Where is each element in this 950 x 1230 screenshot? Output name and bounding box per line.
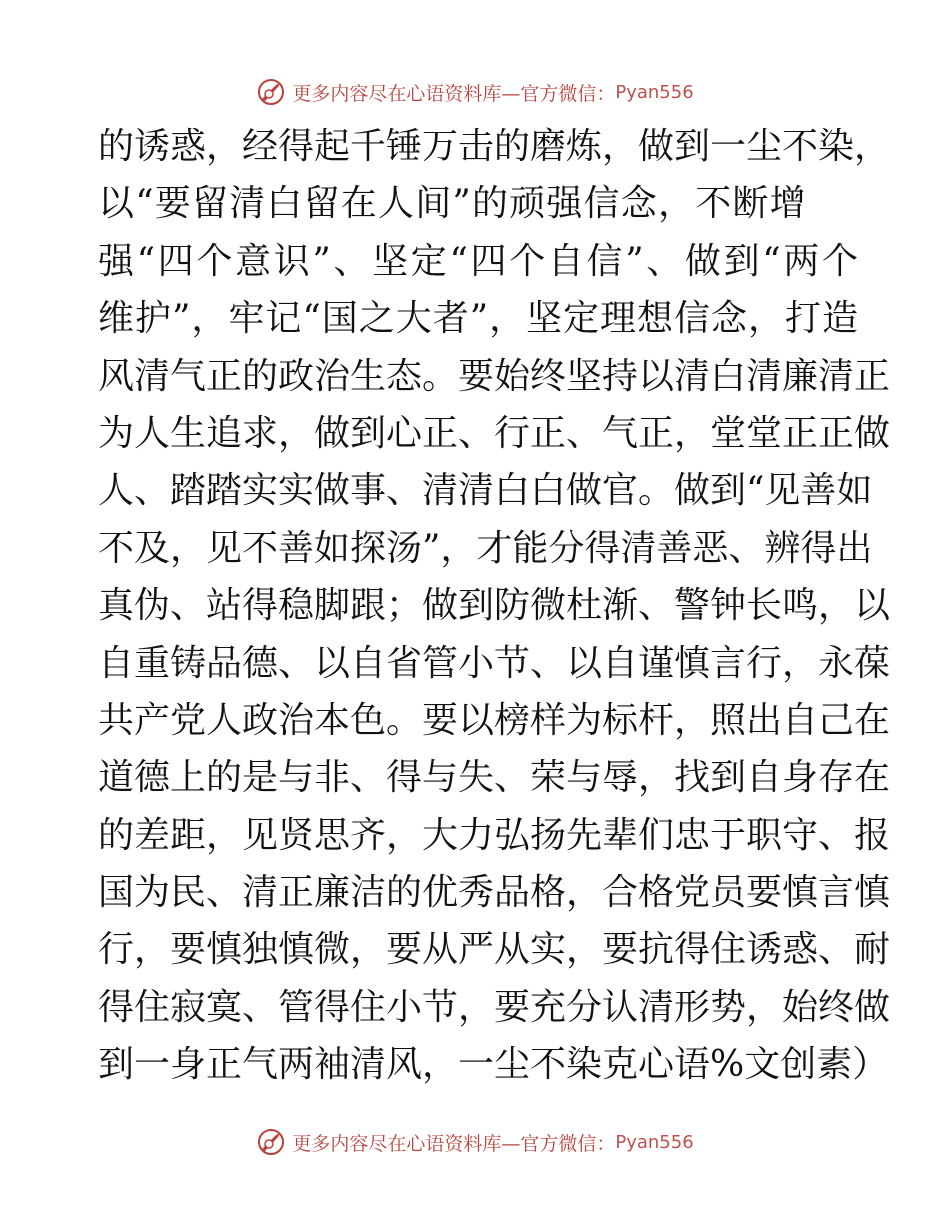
text-line: 不及，见不善如探汤”，才能分得清善恶、辨得出	[98, 527, 873, 569]
text-line: 真伪、站得稳脚跟；做到防微杜渐、警钟长鸣，以	[98, 585, 891, 627]
text-line: 自重铸品德、以自省管小节、以自谨慎言行，永葆	[98, 642, 891, 684]
text-line: 行，要慎独慎微，要从严从实，要抗得住诱惑、耐	[98, 929, 891, 971]
text-line: 风清气正的政治生态。要始终坚持以清白清廉清正	[98, 355, 891, 397]
header-wechat-id: Pyan556	[615, 81, 694, 103]
text-line: 维护”，牢记“国之大者”，坚定理想信念，打造	[98, 298, 858, 340]
quill-pen-logo-icon	[256, 1127, 286, 1157]
text-line: 的差距，见贤思齐，大力弘扬先辈们忠于职守、报	[98, 814, 891, 856]
text-line: 为人生追求，做到心正、行正、气正，堂堂正正做	[98, 412, 891, 454]
document-body	[98, 118, 891, 1094]
text-line: 以“要留清白留在人间”的顽强信念，不断增	[98, 183, 807, 225]
header-banner	[0, 72, 950, 112]
text-line: 国为民、清正廉洁的优秀品格，合格党员要慎言慎	[98, 872, 891, 914]
text-line: 到一身正气两袖清风，一尘不染克心语%文创素）	[98, 1044, 889, 1086]
quill-pen-logo-icon	[256, 77, 286, 107]
text-line: 强“四个意识”、坚定“四个自信”、做到“两个	[98, 240, 858, 282]
text-line: 得住寂寞、管得住小节，要充分认清形势，始终做	[98, 986, 891, 1028]
footer-wechat-id: Pyan556	[615, 1131, 694, 1153]
footer-banner-text: 更多内容尽在心语资料库—官方微信：	[292, 1132, 616, 1155]
text-line: 道德上的是与非、得与失、荣与辱，找到自身存在	[98, 757, 891, 799]
footer-banner	[0, 1122, 950, 1162]
text-line: 共产党人政治本色。要以榜样为标杆，照出自己在	[98, 699, 891, 741]
text-line: 的诱惑，经得起千锤万击的磨炼，做到一尘不染，	[98, 126, 891, 167]
header-banner-text: 更多内容尽在心语资料库—官方微信：	[292, 82, 616, 105]
text-line: 人、踏踏实实做事、清清白白做官。做到“见善如	[98, 470, 873, 512]
